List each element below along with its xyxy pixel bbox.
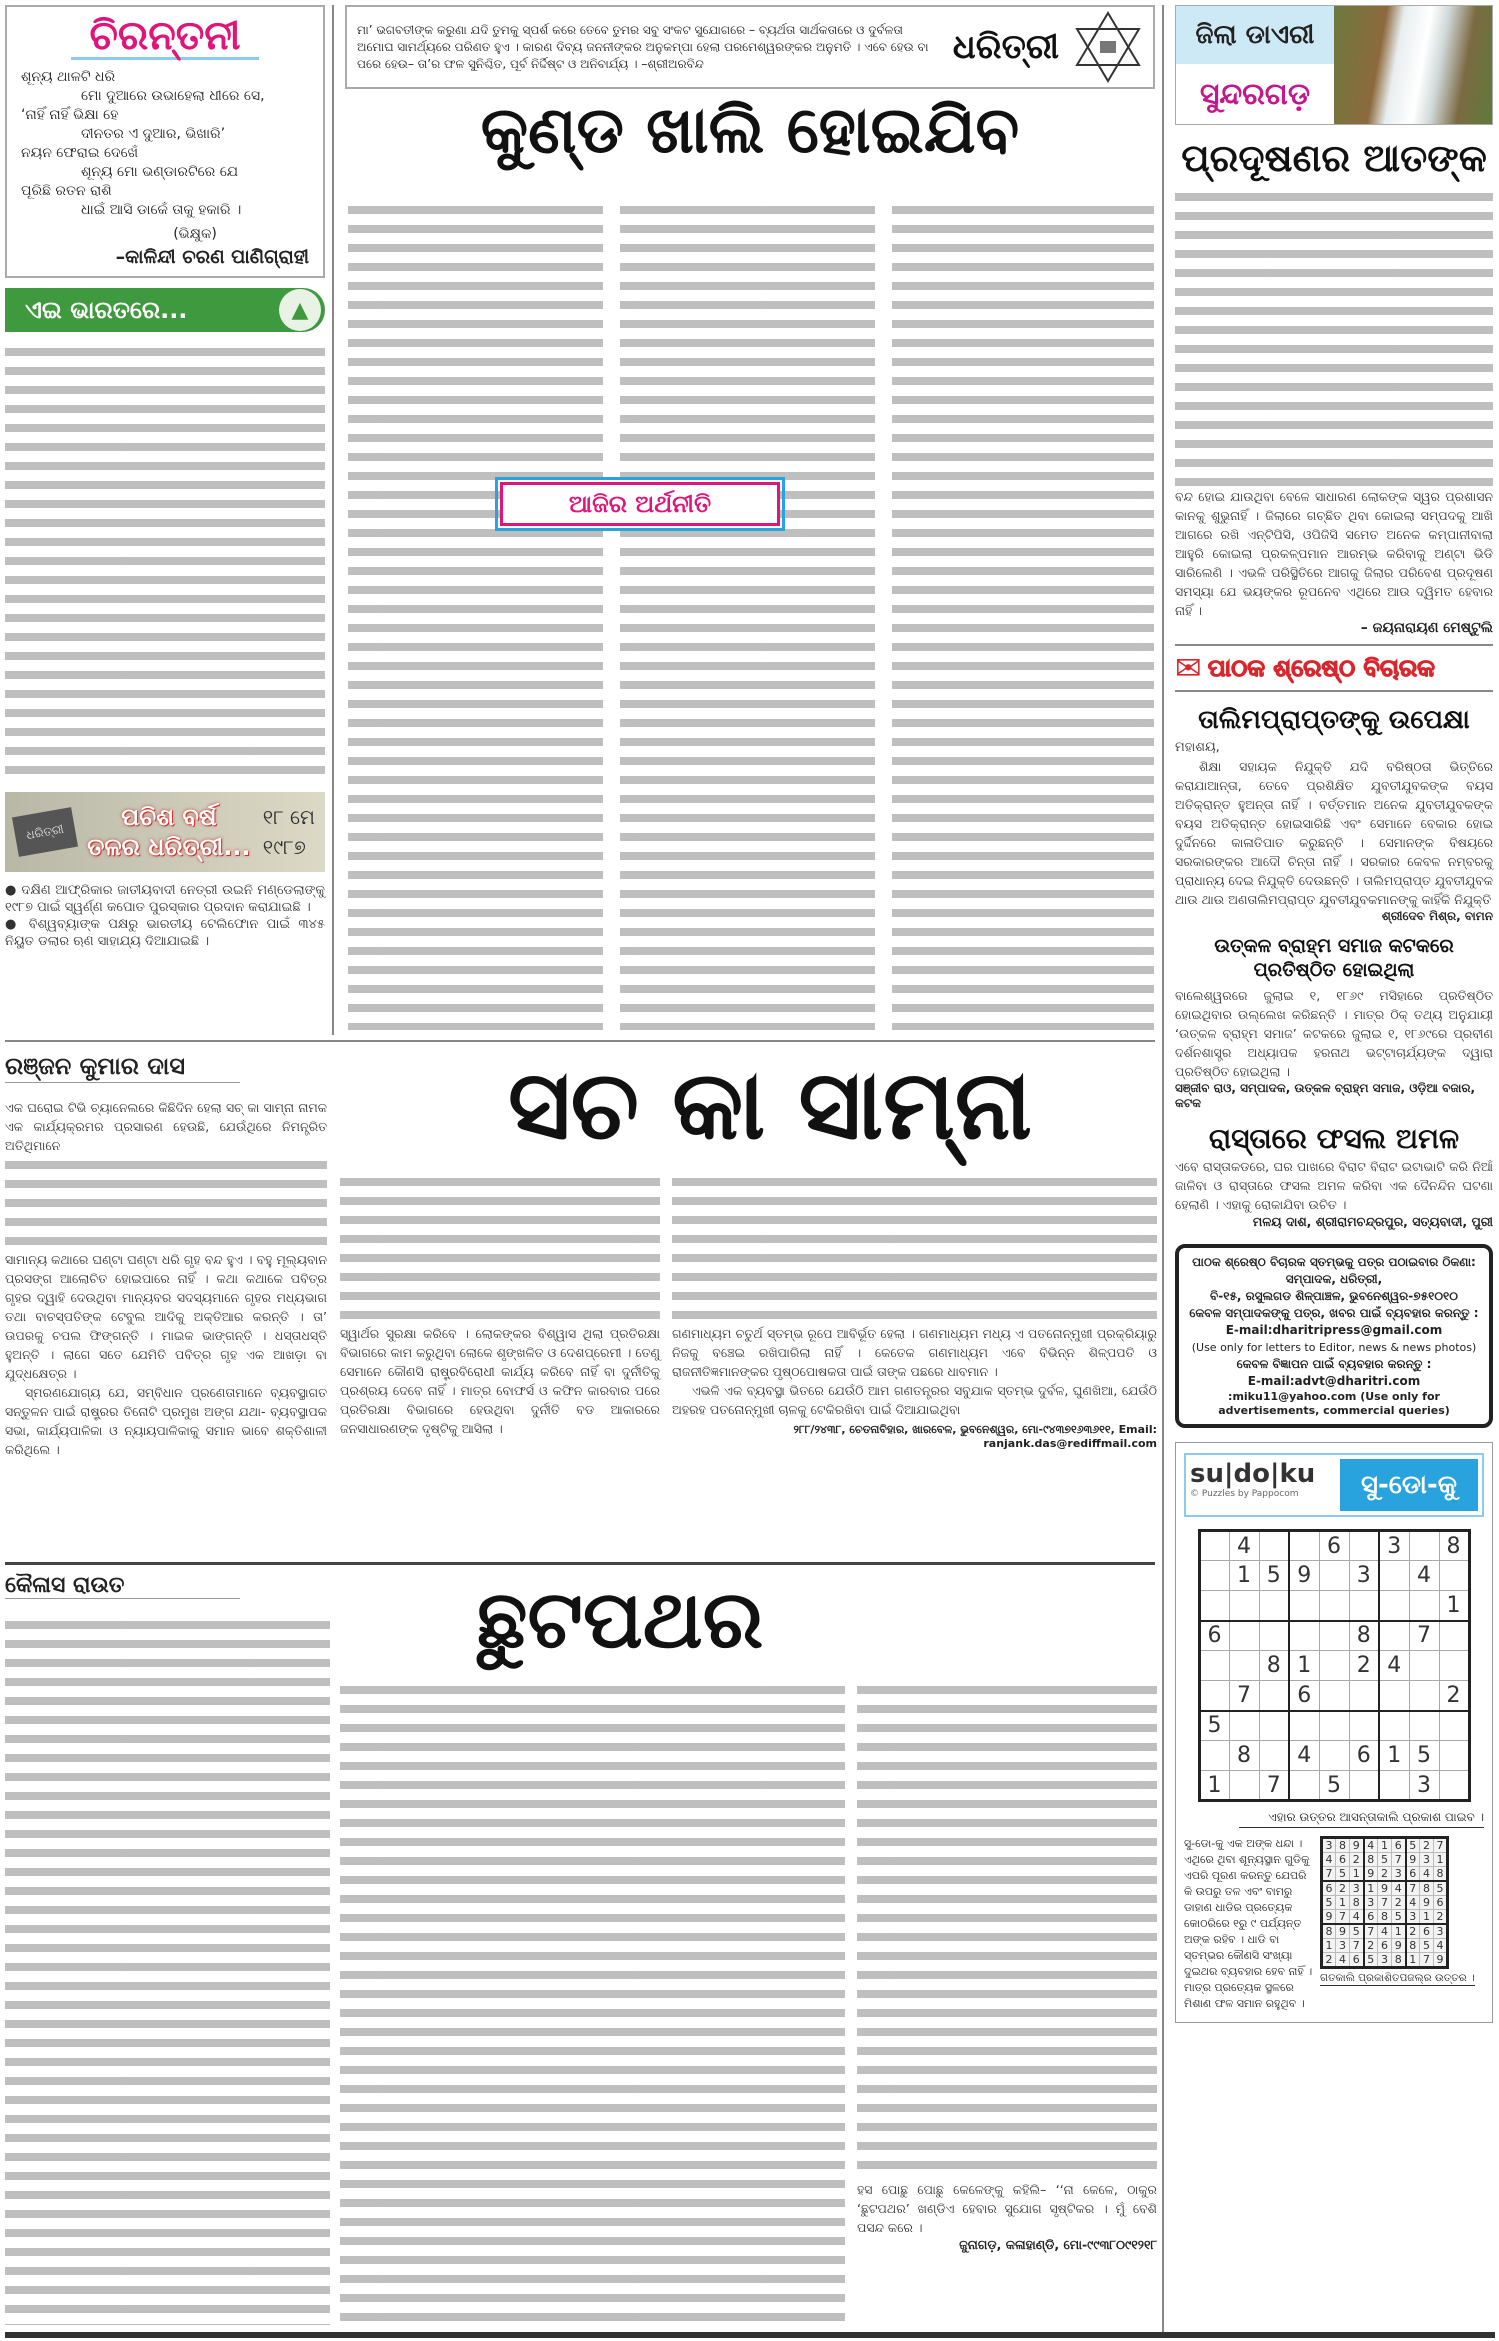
sudoku-logo-en: su|do|ku (1190, 1459, 1316, 1489)
india-map-icon: ▲ (279, 289, 321, 331)
editor-email[interactable]: E-mail:dharitripress@gmail.com (1225, 1323, 1443, 1337)
sudoku-cell: 5 (1199, 1711, 1229, 1741)
advert-note: କେବଳ ବିଜ୍ଞାପନ ପାଇଁ ବ୍ୟବହାର କରନ୍ତୁ : (1236, 1357, 1432, 1371)
letter-headline: ତାଲିମପ୍ରାପ୍ତଙ୍କୁ ଉପେକ୍ଷା (1198, 705, 1470, 735)
sudoku-logo (1184, 1453, 1484, 1517)
solution-cell: 1 (1336, 1896, 1350, 1910)
district-diary-label: ଜିଲା ଡାଏରୀ (1176, 6, 1334, 64)
chhutpathar-headline: ଛୁଟପଥର (476, 1573, 764, 1666)
solution-cell: 9 (1406, 1853, 1420, 1867)
sudoku-cell: 2 (1349, 1651, 1379, 1681)
solution-cell: 1 (1434, 1853, 1448, 1867)
solution-cell: 8 (1364, 1853, 1378, 1867)
solution-cell: 3 (1336, 1939, 1350, 1953)
solution-cell: 9 (1392, 1939, 1406, 1953)
letter-salutation: ମହାଶୟ, (1175, 740, 1220, 755)
quote-author: –ଶ୍ରୀଅରବିନ୍ଦ (641, 56, 704, 71)
solution-cell: 7 (1392, 1853, 1406, 1867)
pachisa-bullets (5, 882, 325, 950)
solution-cell: 9 (1322, 1910, 1336, 1925)
sudoku-cell[interactable] (1289, 1591, 1319, 1621)
sudoku-cell[interactable] (1199, 1561, 1229, 1591)
solution-cell: 4 (1378, 1924, 1392, 1939)
poem-line: ମୋ ଦୁଆରେ ଉଭାହେଲା ଧୀରେ ସେ, (81, 88, 265, 104)
solution-cell: 1 (1364, 1881, 1378, 1896)
sudoku-cell: 1 (1379, 1741, 1409, 1771)
sudoku-cell[interactable] (1379, 1681, 1409, 1711)
solution-cell: 8 (1434, 1867, 1448, 1882)
ei-bharatare-banner (5, 288, 325, 332)
solution-cell: 2 (1406, 1924, 1420, 1939)
solution-cell: 3 (1392, 1867, 1406, 1882)
sudoku-cell: 8 (1229, 1741, 1259, 1771)
sudoku-cell[interactable] (1229, 1771, 1259, 1801)
star-emblem-icon (1073, 11, 1143, 83)
solution-cell: 7 (1406, 1881, 1420, 1896)
ei-bharatare-title: ଏଇ ଭାରତରେ... (25, 296, 188, 324)
sudoku-cell: 6 (1319, 1531, 1349, 1561)
sudoku-cell: 3 (1349, 1561, 1379, 1591)
sach-headline: ସଚ କା ସାମ୍ନା (508, 1049, 1032, 1161)
sudoku-cell[interactable] (1319, 1621, 1349, 1651)
sach-col2-wrap (340, 1172, 660, 1438)
sudoku-cell: 9 (1289, 1561, 1319, 1591)
left-column (5, 5, 325, 950)
sach-col3 (672, 1324, 1157, 1419)
lead-article-col2 (620, 200, 875, 1030)
sudoku-cell[interactable] (1229, 1711, 1259, 1741)
sudoku-cell: 8 (1349, 1621, 1379, 1651)
solution-cell: 2 (1350, 1853, 1364, 1867)
solution-cell: 4 (1322, 1853, 1336, 1867)
sudoku-cell[interactable] (1289, 1621, 1319, 1651)
solution-cell: 9 (1336, 1924, 1350, 1939)
district-diary-box (1175, 5, 1493, 125)
solution-cell: 6 (1434, 1896, 1448, 1910)
sudoku-cell[interactable] (1199, 1531, 1229, 1561)
sudoku-cell[interactable] (1259, 1531, 1289, 1561)
sudoku-cell[interactable] (1349, 1681, 1379, 1711)
address-editor: ସମ୍ପାଦକ, ଧରିତ୍ରୀ, (1285, 1272, 1383, 1286)
sudoku-cell[interactable] (1379, 1591, 1409, 1621)
letter-1 (1175, 702, 1493, 924)
district-article (1175, 187, 1493, 487)
solution-cell: 7 (1336, 1910, 1350, 1925)
solution-cell: 9 (1364, 1867, 1378, 1882)
sudoku-cell: 5 (1259, 1561, 1289, 1591)
sudoku-credit: © Puzzles by Pappocom (1190, 1489, 1299, 1499)
district-headline: ପ୍ରଦୂଷଣର ଆତଙ୍କ (1181, 136, 1487, 180)
poem-line: ଦୀନତର ଏ ଦୁଆର, ଭିଖାରି’ (81, 126, 226, 142)
letter-2 (1175, 934, 1493, 1111)
sudoku-instructions: ସୁ-ଡୋ-କୁ ଏକ ଅଙ୍କ ଧନ୍ଦା । ଏଥିରେ ଥିବା ଶୂନ୍ୟସ୍ଥାନ ଗୁଡିକୁ ଏପରି ପୂରଣ କରନ୍ତୁ ଯେପରି କି ଉପରୁ ତଳ ଏବଂ ବାମରୁ ଡାହାଣ ଧାଡିର ପ୍ରତ୍ୟେକ କୋଠରିରେ ୧ରୁ ୯ ପର୍ଯ୍ୟନ୍ତ ଅଙ୍କ ରହିବ । ଧାଡି ବା ସ୍ତମ୍ଭର କୌଣସି ସଂଖ୍ୟା ଦୁଇଥର ବ୍ୟବହାର ହେବ ନାହିଁ । ମାତ୍ର ପ୍ରତ୍ୟେକ ସ୍ଥଳରେ ମିଶାଣ ଫଳ ସମାନ ରହୁଥିବ । (1184, 1837, 1313, 2010)
article-paragraph: ଗଣମାଧ୍ୟମ ଚତୁର୍ଥ ସ୍ତମ୍ଭ ରୂପେ ଆବିର୍ଭୂତ ହେଲା । ଗଣମାଧ୍ୟମ ମଧ୍ୟ ଏ ପତନୋନ୍ମୁଖୀ ପ୍ରକ୍ରିୟାରୁ ନିଜକୁ ବଞ୍ଚେଇ ରଖିପାରିଲା ନାହିଁ । କେତେକ ଗଣମାଧ୍ୟମ ଏବେ ବିଭିନ୍ନ ଶିଳ୍ପପତି ଓ ରାଜନୀତିଜ୍ଞମାନଙ୍କର ପୃଷ୍ଠପୋଷକତା ପାଇଁ ତାଙ୍କ ପଛରେ ଧାବମାନ । (672, 1326, 1157, 1379)
sudoku-cell: 6 (1289, 1681, 1319, 1711)
solution-cell: 1 (1392, 1924, 1406, 1939)
solution-cell: 7 (1378, 1896, 1392, 1910)
sudoku-cell[interactable] (1199, 1741, 1229, 1771)
solution-cell: 3 (1406, 1910, 1420, 1925)
solution-cell: 2 (1420, 1838, 1434, 1853)
sudoku-cell[interactable] (1289, 1771, 1319, 1801)
ajira-arthaniti-box (500, 482, 780, 526)
poem-line: ‘ନାହିଁ ନାହିଁ ଭିକ୍ଷା ହେ (21, 107, 119, 123)
article-paragraph: ସାମାନ୍ୟ କଥାରେ ଘଣ୍ଟା ଘଣ୍ଟା ଧରି ଗୃହ ବନ୍ଦ ହୁଏ । ବହୁ ମୂଲ୍ୟବାନ ପ୍ରସଙ୍ଗ ଆଲୋଚିତ ହୋଇପାରେ ନାହିଁ । କଥା କଥାକେ ପବିତ୍ର ଗୃହର ଦ୍ୱାହି ଦେଉଥିବା ମାନ୍ୟବର ସଦସ୍ୟମାନେ ଗୃହର ମଧ୍ୟଭାଗ ତଥା ବାଚସ୍ପତିଙ୍କ ଟେବୁଲ ଆଦିକୁ ଅକ୍ତିଆର କରନ୍ତି । ତା’ ଉପରକୁ ଚପଲ ଫିଙ୍ଗନ୍ତି । ମାଇକ ଭାଙ୍ଗନ୍ତି । ଧସ୍ତାଧସ୍ତି ହୁଅନ୍ତି । ଲାଗେ ସତେ ଯେମିତି ପବିତ୍ର ଗୃହ ଏକ ଆଖଡ଼ା ବା ଯୁଦ୍ଧକ୍ଷେତ୍ର । (5, 1252, 327, 1381)
solution-cell: 7 (1420, 1953, 1434, 1968)
sudoku-cell[interactable] (1409, 1681, 1439, 1711)
sudoku-cell[interactable] (1409, 1591, 1439, 1621)
sudoku-cell[interactable] (1349, 1711, 1379, 1741)
envelope-pen-icon: ✉ (1175, 649, 1202, 687)
solution-cell: 6 (1392, 1838, 1406, 1853)
solution-cell: 6 (1378, 1939, 1392, 1953)
pachisa-title: ତଳର ଧରିତ୍ରୀ... (87, 833, 251, 861)
sudoku-cell: 5 (1319, 1771, 1349, 1801)
solution-cell: 7 (1322, 1867, 1336, 1882)
solution-cell: 4 (1420, 1867, 1434, 1882)
sudoku-cell[interactable] (1259, 1621, 1289, 1651)
lead-headline: କୁଣ୍ଡ ଖାଲି ହୋଇଯିବ (480, 94, 1020, 168)
letter-author: ମଳୟ ଦାଶ, ଶ୍ରୀରାମଚନ୍ଦ୍ରପୁର, ସତ୍ୟବାଦୀ, ପୁରୀ (1252, 1214, 1493, 1229)
poem-line: ଧାଇଁ ଆସି ଡାକେଁ ତାକୁ ହକାରି । (81, 202, 242, 218)
pachisa-date: ୧୮ ମେ (262, 805, 315, 829)
sudoku-cell: 4 (1379, 1651, 1409, 1681)
solution-cell: 9 (1378, 1881, 1392, 1896)
solution-cell: 2 (1434, 1910, 1448, 1925)
sudoku-cell: 6 (1199, 1621, 1229, 1651)
solution-cell: 8 (1420, 1881, 1434, 1896)
solution-cell: 5 (1364, 1953, 1378, 1968)
article-paragraph: ସ୍ମରଣଯୋଗ୍ୟ ଯେ, ସମ୍ବିଧାନ ପ୍ରଣେତାମାନେ ବ୍ୟବସ୍ଥାଗତ ସନ୍ତୁଳନ ପାଇଁ ରାଷ୍ଟ୍ରର ତିନୋଟି ପ୍ରମୁଖ ଅଙ୍ଗ ଯଥା- ବ୍ୟବସ୍ଥାପକ ସଭା, କାର୍ଯ୍ୟପାଳିକା ଓ ନ୍ୟାୟପାଳିକାକୁ ସମାନ ଭାବେ ଶକ୍ତିଶାଳୀ କରିଥିଲେ । (5, 1385, 327, 1457)
chirantani-title: ଚିରନ୍ତନୀ (71, 15, 259, 60)
article-paragraph: ଏଭଳି ଏକ ବ୍ୟବସ୍ଥା ଭିତରେ ଯେଉଁଠି ଆମ ଗଣତନ୍ତ୍ରର ସବୁଯାକ ସ୍ତମ୍ଭ ଦୁର୍ବଳ, ଘୁଣଖିଆ, ଯେଉଁଠି ଅହରହ ପତନୋନ୍ମୁଖୀ ଚାଳକୁ ଟେକିରଖିବା ପାଇଁ ଦିଆଯାଇଥିବା (672, 1383, 1157, 1417)
sach-col3-wrap (672, 1172, 1157, 1450)
solution-cell: 1 (1420, 1910, 1434, 1925)
solution-cell: 1 (1322, 1939, 1336, 1953)
solution-cell: 6 (1364, 1910, 1378, 1925)
letter-body: ଏବେ ରାସ୍ତାକଡରେ, ଘର ପାଖରେ ବିରାଟ ବିରାଟ ଇଟାଭାଟି କରି ନିଆଁ ଜାଳିବା ଓ ରାସ୍ତାରେ ଫସଲ ଅମଳ କରିବା ଏକ ଦୈନନ୍ଦିନ ଘଟଣା ହେଲାଣି । ଏହାକୁ ରୋକାଯିବା ଉଚିତ । (1175, 1159, 1493, 1212)
solution-cell: 6 (1420, 1924, 1434, 1939)
chhutpathar-col2 (340, 1680, 845, 2325)
sach-contact: ୨୮୮/୨୪୩୮, ଚେତନାବିହାର, ଖାରବେଳ, ଭୁବନେଶ୍ୱର, ମୋ-୯୪୩୭୧୬୩୬୧୧, Email: ranjank.das@rediffmail.com (793, 1423, 1157, 1450)
solution-cell: 4 (1406, 1896, 1420, 1910)
solution-cell: 4 (1434, 1939, 1448, 1953)
newspaper-icon: ଧରିତ୍ରୀ (12, 807, 78, 857)
solution-cell: 6 (1350, 1953, 1364, 1968)
bullet-item: ● ଦକ୍ଷିଣ ଆଫ୍ରିକାର ଜାତୀୟବାଦୀ ନେତ୍ରୀ ଉଇନି ମଣ୍ଡେଲାଙ୍କୁ ୧୯୮୭ ପାଇଁ ସ୍ୱର୍ଣ୍ଣ କପୋତ ପୁରସ୍କାର ପ୍ରଦାନ କରାଯାଇଛି । (5, 883, 326, 915)
poem-line: ଶୂନ୍ୟ ଥାଳଟି ଧରି (21, 69, 116, 85)
chhutpathar-contact: ଜୁନାଗଡ଼, କଳାହାଣ୍ଡି, ମୋ-୯୯୩୮୦୯୧୨୧୮ (959, 2237, 1157, 2252)
solution-cell: 1 (1378, 1838, 1392, 1853)
ei-bharatare-article (5, 342, 325, 782)
solution-cell: 7 (1350, 1939, 1364, 1953)
dharitri-logo: ଧରିତ୍ରୀ (952, 27, 1059, 67)
article-paragraph: ଏକ ଘରୋଇ ଟିଭି ଚ୍ୟାନେଲରେ କିଛିଦିନ ହେଲା ସଚ୍ କା ସାମ୍ନା ନାମକ ଏକ କାର୍ଯ୍ୟକ୍ରମର ପ୍ରସାରଣ ହେଉଛି, ଯେଉଁଥିରେ ନିମନ୍ତ୍ରିତ ଅତିଥିମାନେ (5, 1100, 327, 1153)
sudoku-cell[interactable] (1349, 1531, 1379, 1561)
letter-body: ଶିକ୍ଷା ସହାୟକ ନିଯୁକ୍ତି ଯଦି ବରିଷ୍ଠତା ଭିତ୍ତିରେ କରାଯାଆନ୍ତା, ତେବେ ପ୍ରଶିକ୍ଷିତ ଯୁବତୀଯୁବକଙ୍କ ବୟସ ଅତିକ୍ରାନ୍ତ ହୁଅନ୍ତା ନାହିଁ । ବର୍ତ୍ତମାନ ଅନେକ ଯୁବତୀଯୁବକଙ୍କ ବୟସ ଅତିକ୍ରାନ୍ତ ହୋଇସାରିଛି ଏବଂ ସେମାନେ ବେକାର ହୋଇ ଦୁର୍ଦ୍ଦିନରେ କାଳାତିପାତ କରୁଛନ୍ତି । ସେମାନଙ୍କ ବିଷୟରେ ସରକାରଙ୍କର ଆଦୌ ଚିନ୍ତା ନାହିଁ । ସରକାର କେବଳ ନମ୍ବରକୁ ପ୍ରାଧାନ୍ୟ ଦେଇ ନିଯୁକ୍ତି ଦେଉଛନ୍ତି । ତାଲିମପ୍ରାପ୍ତ ଯୁବତୀଯୁବକ ଥାଉ ଥାଉ ଅଣତାଲିମପ୍ରାପ୍ତ ଯୁବତୀଯୁବକମାନଙ୍କୁ କାହିଁକି ନିଯୁକ୍ତି (1175, 759, 1493, 907)
sudoku-cell[interactable] (1229, 1651, 1259, 1681)
sudoku-solution-caption: ଗତକାଲି ପ୍ରକାଶିତପଜଲ୍‌ର ଉତ୍ତର । (1320, 1972, 1475, 1984)
lead-article-col3 (892, 200, 1154, 1030)
sach-author: ରଞ୍ଜନ କୁମାର ଦାସ (5, 1052, 240, 1083)
solution-cell: 3 (1350, 1881, 1364, 1896)
solution-cell: 8 (1406, 1939, 1420, 1953)
sudoku-grid[interactable] (1198, 1529, 1471, 1802)
sudoku-cell[interactable] (1199, 1651, 1229, 1681)
sudoku-cell[interactable] (1319, 1741, 1349, 1771)
editor-email-note: (Use only for letters to Editor, news & news photos) (1191, 1341, 1477, 1354)
solution-cell: 7 (1434, 1838, 1448, 1853)
sudoku-cell[interactable] (1379, 1711, 1409, 1741)
solution-cell: 5 (1336, 1867, 1350, 1882)
chhutpathar-col3 (857, 1680, 1157, 2180)
advert-email[interactable]: E-mail:advt@dharitri.com (1247, 1374, 1421, 1388)
solution-cell: 9 (1420, 1896, 1434, 1910)
sudoku-cell[interactable] (1319, 1651, 1349, 1681)
poem-title: (ଭିକ୍ଷୁକ) (173, 226, 217, 242)
sudoku-cell: 1 (1199, 1771, 1229, 1801)
letter-3 (1175, 1121, 1493, 1230)
poem-author: –କାଳିନ୍ଦୀ ଚରଣ ପାଣିଗ୍ରାହୀ (115, 246, 309, 268)
letter-headline: ଉତ୍କଳ ବ୍ରାହ୍ମ ସମାଜ କଟକରେ ପ୍ରତିଷ୍ଠିତ ହୋଇଥିଲା (1214, 935, 1454, 981)
sudoku-cell: 8 (1259, 1651, 1289, 1681)
sudoku-cell: 7 (1409, 1621, 1439, 1651)
letters-banner-title: ପାଠକ ଶ୍ରେଷ୍ଠ ବିଚାରକ (1207, 654, 1435, 682)
solution-cell: 2 (1322, 1953, 1336, 1968)
solution-cell: 5 (1392, 1910, 1406, 1925)
solution-cell: 6 (1406, 1867, 1420, 1882)
sudoku-cell: 1 (1439, 1591, 1469, 1621)
solution-cell: 1 (1406, 1953, 1420, 1968)
sudoku-cell[interactable] (1439, 1561, 1469, 1591)
solution-cell: 3 (1420, 1853, 1434, 1867)
solution-cell: 8 (1392, 1953, 1406, 1968)
sudoku-cell[interactable] (1199, 1591, 1229, 1621)
solution-cell: 5 (1350, 1924, 1364, 1939)
pachisa-title: ପଚିଶ ବର୍ଷ (121, 803, 217, 831)
sudoku-cell: 4 (1289, 1741, 1319, 1771)
sudoku-cell: 4 (1229, 1531, 1259, 1561)
sudoku-cell[interactable] (1349, 1771, 1379, 1801)
solution-cell: 2 (1378, 1867, 1392, 1882)
address-heading: ପାଠକ ଶ୍ରେଷ୍ଠ ବିଚାରକ ସ୍ତମ୍ଭକୁ ପତ୍ର ପଠାଇବାର ଠିକଣା: (1192, 1255, 1476, 1269)
sudoku-cell: 3 (1409, 1771, 1439, 1801)
sudoku-cell[interactable] (1379, 1561, 1409, 1591)
chhutpathar-author: କୈଳାସ ରାଉତ (5, 1573, 240, 1599)
letters-banner (1175, 646, 1493, 690)
solution-cell: 3 (1378, 1953, 1392, 1968)
section-label: ଆଜିର ଅର୍ଥନୀତି (568, 490, 712, 518)
sudoku-cell[interactable] (1439, 1711, 1469, 1741)
letter-body: ବାଲେଶ୍ୱରରେ ଜୁଲାଇ ୧, ୧୮୬୯ ମସିହାରେ ପ୍ରତିଷ୍ଠିତ ହୋଇଥିବାର ଉଲ୍ଲେଖ କରିଛନ୍ତି । ମାତ୍ର ଠିକ୍ ତଥ୍ୟ ଅନୁଯାୟୀ ‘ଉତ୍କଳ ବ୍ରାହ୍ମ ସମାଜ’ କଟକରେ ଜୁଲାଇ ୧, ୧୮୬୯ରେ ପ୍ରବୀଣ ଦର୍ଶନଶାସ୍ତ୍ର ଅଧ୍ୟାପକ ହରନାଥ ଭଟ୍ଟାଚାର୍ଯ୍ୟଙ୍କ ଦ୍ୱାରା ପ୍ରତିଷ୍ଠିତ ହୋଇଥିଲା । (1175, 988, 1493, 1079)
sudoku-cell[interactable] (1289, 1531, 1319, 1561)
sach-col2-top (340, 1172, 660, 1324)
solution-cell: 3 (1322, 1838, 1336, 1853)
sudoku-cell[interactable] (1229, 1591, 1259, 1621)
sudoku-cell[interactable] (1439, 1741, 1469, 1771)
sudoku-cell[interactable] (1379, 1771, 1409, 1801)
waterfall-photo (1334, 6, 1492, 124)
sudoku-panel (1175, 1442, 1493, 2023)
sudoku-cell: 7 (1229, 1681, 1259, 1711)
letter-headline: ରାସ୍ତାରେ ଫସଲ ଅମଳ (1208, 1122, 1460, 1155)
right-column (1175, 5, 1493, 2023)
sudoku-cell[interactable] (1319, 1681, 1349, 1711)
poem-line: ପୂରିଛି ରତନ ରାଶି (21, 183, 112, 199)
lead-top (345, 5, 1155, 173)
letter-author: ସଞ୍ଜୀବ ରାଓ, ସମ୍ପାଦକ, ଉତ୍କଳ ବ୍ରାହ୍ମ ସମାଜ, ଓଡ଼ିଆ ବଜାର, କଟକ (1175, 1081, 1476, 1110)
sudoku-cell[interactable] (1259, 1591, 1289, 1621)
sudoku-cell[interactable] (1439, 1771, 1469, 1801)
solution-cell: 2 (1336, 1881, 1350, 1896)
solution-cell: 6 (1336, 1853, 1350, 1867)
solution-cell: 4 (1364, 1838, 1378, 1853)
sudoku-cell[interactable] (1409, 1711, 1439, 1741)
poem (21, 68, 309, 220)
sach-col2: ସ୍ୱାର୍ଥର ସୁରକ୍ଷା କରିବେ । ଲୋକଙ୍କର ବିଶ୍ୱାସ ଥିଲା ପ୍ରତିରକ୍ଷା ବିଭାଗରେ କାମ କରୁଥିବା ଲୋକେ ଶୃଙ୍ଖଳିତ ଓ ଦେଶପ୍ରେମୀ । ତେଣୁ ସେମାନେ କୌଣସି ରାଷ୍ଟ୍ରବିରୋଧୀ କାର୍ଯ୍ୟ କରିବେ ନାହିଁ ବା ଦୁର୍ନୀତିକୁ ପ୍ରଶ୍ରୟ ଦେବେ ନାହିଁ । ମାତ୍ର ବୋଫର୍ସ ଓ କଫିନ କାରବାର ପରେ ପ୍ରତିରକ୍ଷା ବିଭାଗରେ ହେଉଥିବା ଦୁର୍ନୀତି ବଡ ଆକାରରେ ଜନସାଧାରଣଙ୍କ ଦୃଷ୍ଟିକୁ ଆସିଲା । (340, 1326, 660, 1436)
lead-article-col1 (348, 200, 603, 1030)
sudoku-cell[interactable] (1439, 1621, 1469, 1651)
sudoku-cell[interactable] (1319, 1711, 1349, 1741)
letters-address-box (1175, 1244, 1493, 1428)
chhutpathar-col1 (5, 1615, 330, 2325)
district-name: ସୁନ୍ଦରଗଡ଼ (1199, 76, 1311, 112)
sudoku-cell: 5 (1409, 1741, 1439, 1771)
sudoku-cell[interactable] (1409, 1531, 1439, 1561)
address-street: ବି-୧୫, ରସୁଲଗଡ ଶିଳ୍ପାଞ୍ଚଳ, ଭୁବନେଶ୍ୱର-୭୫୧୦୧୦ (1210, 1289, 1458, 1303)
solution-cell: 5 (1420, 1939, 1434, 1953)
solution-cell: 9 (1434, 1953, 1448, 1968)
sach-col3-top (672, 1172, 1157, 1324)
sudoku-solution-grid (1320, 1836, 1449, 1969)
solution-cell: 4 (1336, 1953, 1350, 1968)
sudoku-cell: 4 (1409, 1561, 1439, 1591)
letter-author: ଶ୍ରୀଦେବ ମିଶ୍ର, ବାମନ (1381, 909, 1493, 923)
solution-cell: 5 (1378, 1853, 1392, 1867)
pachisa-year: ୧୯୮୭ (262, 835, 306, 859)
sudoku-cell: 6 (1349, 1741, 1379, 1771)
advert-email-2[interactable]: :miku11@yahoo.com (Use only for advertisements, commercial queries) (1218, 1390, 1450, 1417)
solution-cell: 9 (1350, 1838, 1364, 1853)
solution-cell: 1 (1350, 1867, 1364, 1882)
pachisa-barsha-banner (5, 792, 325, 872)
sudoku-logo-odia: ସୁ-ଡୋ-କୁ (1340, 1459, 1478, 1511)
district-article-end: ବନ୍ଦ ହୋଇ ଯାଉଥିବା ବେଳେ ସାଧାରଣ ଲୋକଙ୍କ ସ୍ୱର ପ୍ରଶାସନ କାନକୁ ଶୁଭୁନାହିଁ । ଜିଲାରେ ଗଚ୍ଛିତ ଥିବା କୋଇଲା ସମ୍ପଦକୁ ଆଖି ଆଗରେ ରଖି ଏନ୍‌ଟିପିସି, ଓପିଜିସି ସମେତ ଅନେକ କମ୍ପାନୀବାଲା ଆହୁରି କୋଇଲା ପ୍ରକଳ୍ପମାନ ଆରମ୍ଭ କରିବାକୁ ଅଣ୍ଟା ଭିଡି ସାରିଲେଣି । ଏଭଳି ପରିସ୍ଥିତିରେ ଆଗକୁ ଜିଲାର ପରିବେଶ ପ୍ରଦୂଷଣ ସମସ୍ୟା ଯେ ଭୟଙ୍କର ରୂପନେବ ଏଥିରେ ଆଉ ଦ୍ୱିମତ ହେବାର ନାହିଁ । (1175, 489, 1493, 618)
chhutpathar-ending: ହସ ପୋଛୁ ପୋଛୁ କେଳେଙ୍କୁ କହିଲି– ‘‘ନା କେଳେ, ଠାକୁର ‘ଛୁଟପଥର’ ଖଣ୍ଡିଏ ହେବାର ସୁଯୋଗ ସୃଷ୍ଟିକର । ମୁଁ ବେଶି ପସନ୍ଦ କରେ । (857, 2182, 1157, 2235)
bullet-item: ● ବିଶ୍ୱବ୍ୟାଙ୍କ ପକ୍ଷରୁ ଭାରତୀୟ ଟେଲିଫୋନ ପାଇଁ ୩୪୫ ନିୟୁତ ଡଲାର ଋଣ ସାହାଯ୍ୟ ଦିଆଯାଇଛି । (5, 917, 325, 949)
sudoku-cell[interactable] (1379, 1621, 1409, 1651)
sudoku-cell[interactable] (1409, 1651, 1439, 1681)
sach-col1 (5, 1098, 327, 1459)
solution-cell: 7 (1364, 1924, 1378, 1939)
sudoku-cell[interactable] (1229, 1621, 1259, 1651)
sudoku-cell[interactable] (1259, 1711, 1289, 1741)
solution-cell: 6 (1322, 1881, 1336, 1896)
solution-cell: 3 (1364, 1896, 1378, 1910)
solution-cell: 8 (1336, 1838, 1350, 1853)
sudoku-cell: 7 (1259, 1771, 1289, 1801)
solution-cell: 5 (1406, 1838, 1420, 1853)
sudoku-cell[interactable] (1349, 1591, 1379, 1621)
district-author: – ଜୟନାରାୟଣ ମେଷ୍ଟୁଲି (1360, 620, 1493, 636)
sudoku-cell: 2 (1439, 1681, 1469, 1711)
chhutpathar-col3-wrap (857, 1680, 1157, 2253)
sudoku-cell: 1 (1289, 1651, 1319, 1681)
solution-cell: 5 (1434, 1881, 1448, 1896)
sudoku-cell[interactable] (1439, 1651, 1469, 1681)
sudoku-cell: 1 (1229, 1561, 1259, 1591)
sudoku-cell: 8 (1439, 1531, 1469, 1561)
masthead-quote-box (345, 5, 1155, 89)
sudoku-cell[interactable] (1259, 1741, 1289, 1771)
solution-cell: 3 (1434, 1924, 1448, 1939)
address-editor-note: କେବଳ ସମ୍ପାଦକଙ୍କୁ ପତ୍ର, ଖବର ପାଇଁ ବ୍ୟବହାର କରନ୍ତୁ : (1189, 1306, 1479, 1320)
sudoku-cell[interactable] (1319, 1591, 1349, 1621)
solution-cell: 8 (1378, 1910, 1392, 1925)
poem-line: ଶୂନ୍ୟ ମୋ ଭଣ୍ଡାରଟିରେ ଯେ (81, 164, 239, 180)
solution-cell: 5 (1322, 1896, 1336, 1910)
poem-line: ନୟନ ଫେରାଇ ଦେଖେଁ (21, 145, 139, 161)
solution-cell: 2 (1364, 1939, 1378, 1953)
sudoku-answer-note: ଏହାର ଉତ୍ତର ଆସନ୍ତାକାଲି ପ୍ରକାଶ ପାଇବ । (1239, 1810, 1484, 1828)
sudoku-cell[interactable] (1259, 1681, 1289, 1711)
solution-cell: 8 (1350, 1896, 1364, 1910)
sudoku-cell[interactable] (1199, 1681, 1229, 1711)
solution-cell: 4 (1392, 1881, 1406, 1896)
sudoku-cell[interactable] (1289, 1711, 1319, 1741)
chirantani-box (5, 5, 325, 278)
quote-text: ମା’ ଭଗବତୀଙ୍କ କରୁଣା ଯଦି ତୁମକୁ ସ୍ପର୍ଶ କରେ ତେବେ ତୁମର ସବୁ ସଂକଟ ସୁଯୋଗରେ – ବ୍ୟର୍ଥତା ସାର୍ଥକତାରେ ଓ ଦୁର୍ବଳତା ଅମୋଘ ସାମର୍ଥ୍ୟରେ ପରିଣତ ହୁଏ । କାରଣ ଦିବ୍ୟ ଜନନୀଙ୍କର ଅନୁକମ୍ପା ହେଲା ପରମେଶ୍ୱରଙ୍କର ଅନୁମତି । ଏବେ ହେଉ ବା ପରେ ହେଉ– ତା’ର ଫଳ ସୁନିଶ୍ଚିତ, ପୂର୍ବ ନିର୍ଦ୍ଦିଷ୍ଟ ଓ ଅନିବାର୍ଯ୍ୟ । (357, 22, 929, 71)
sudoku-cell: 3 (1379, 1531, 1409, 1561)
solution-cell: 2 (1392, 1896, 1406, 1910)
solution-cell: 8 (1322, 1924, 1336, 1939)
solution-cell: 4 (1350, 1910, 1364, 1925)
sudoku-cell[interactable] (1319, 1561, 1349, 1591)
